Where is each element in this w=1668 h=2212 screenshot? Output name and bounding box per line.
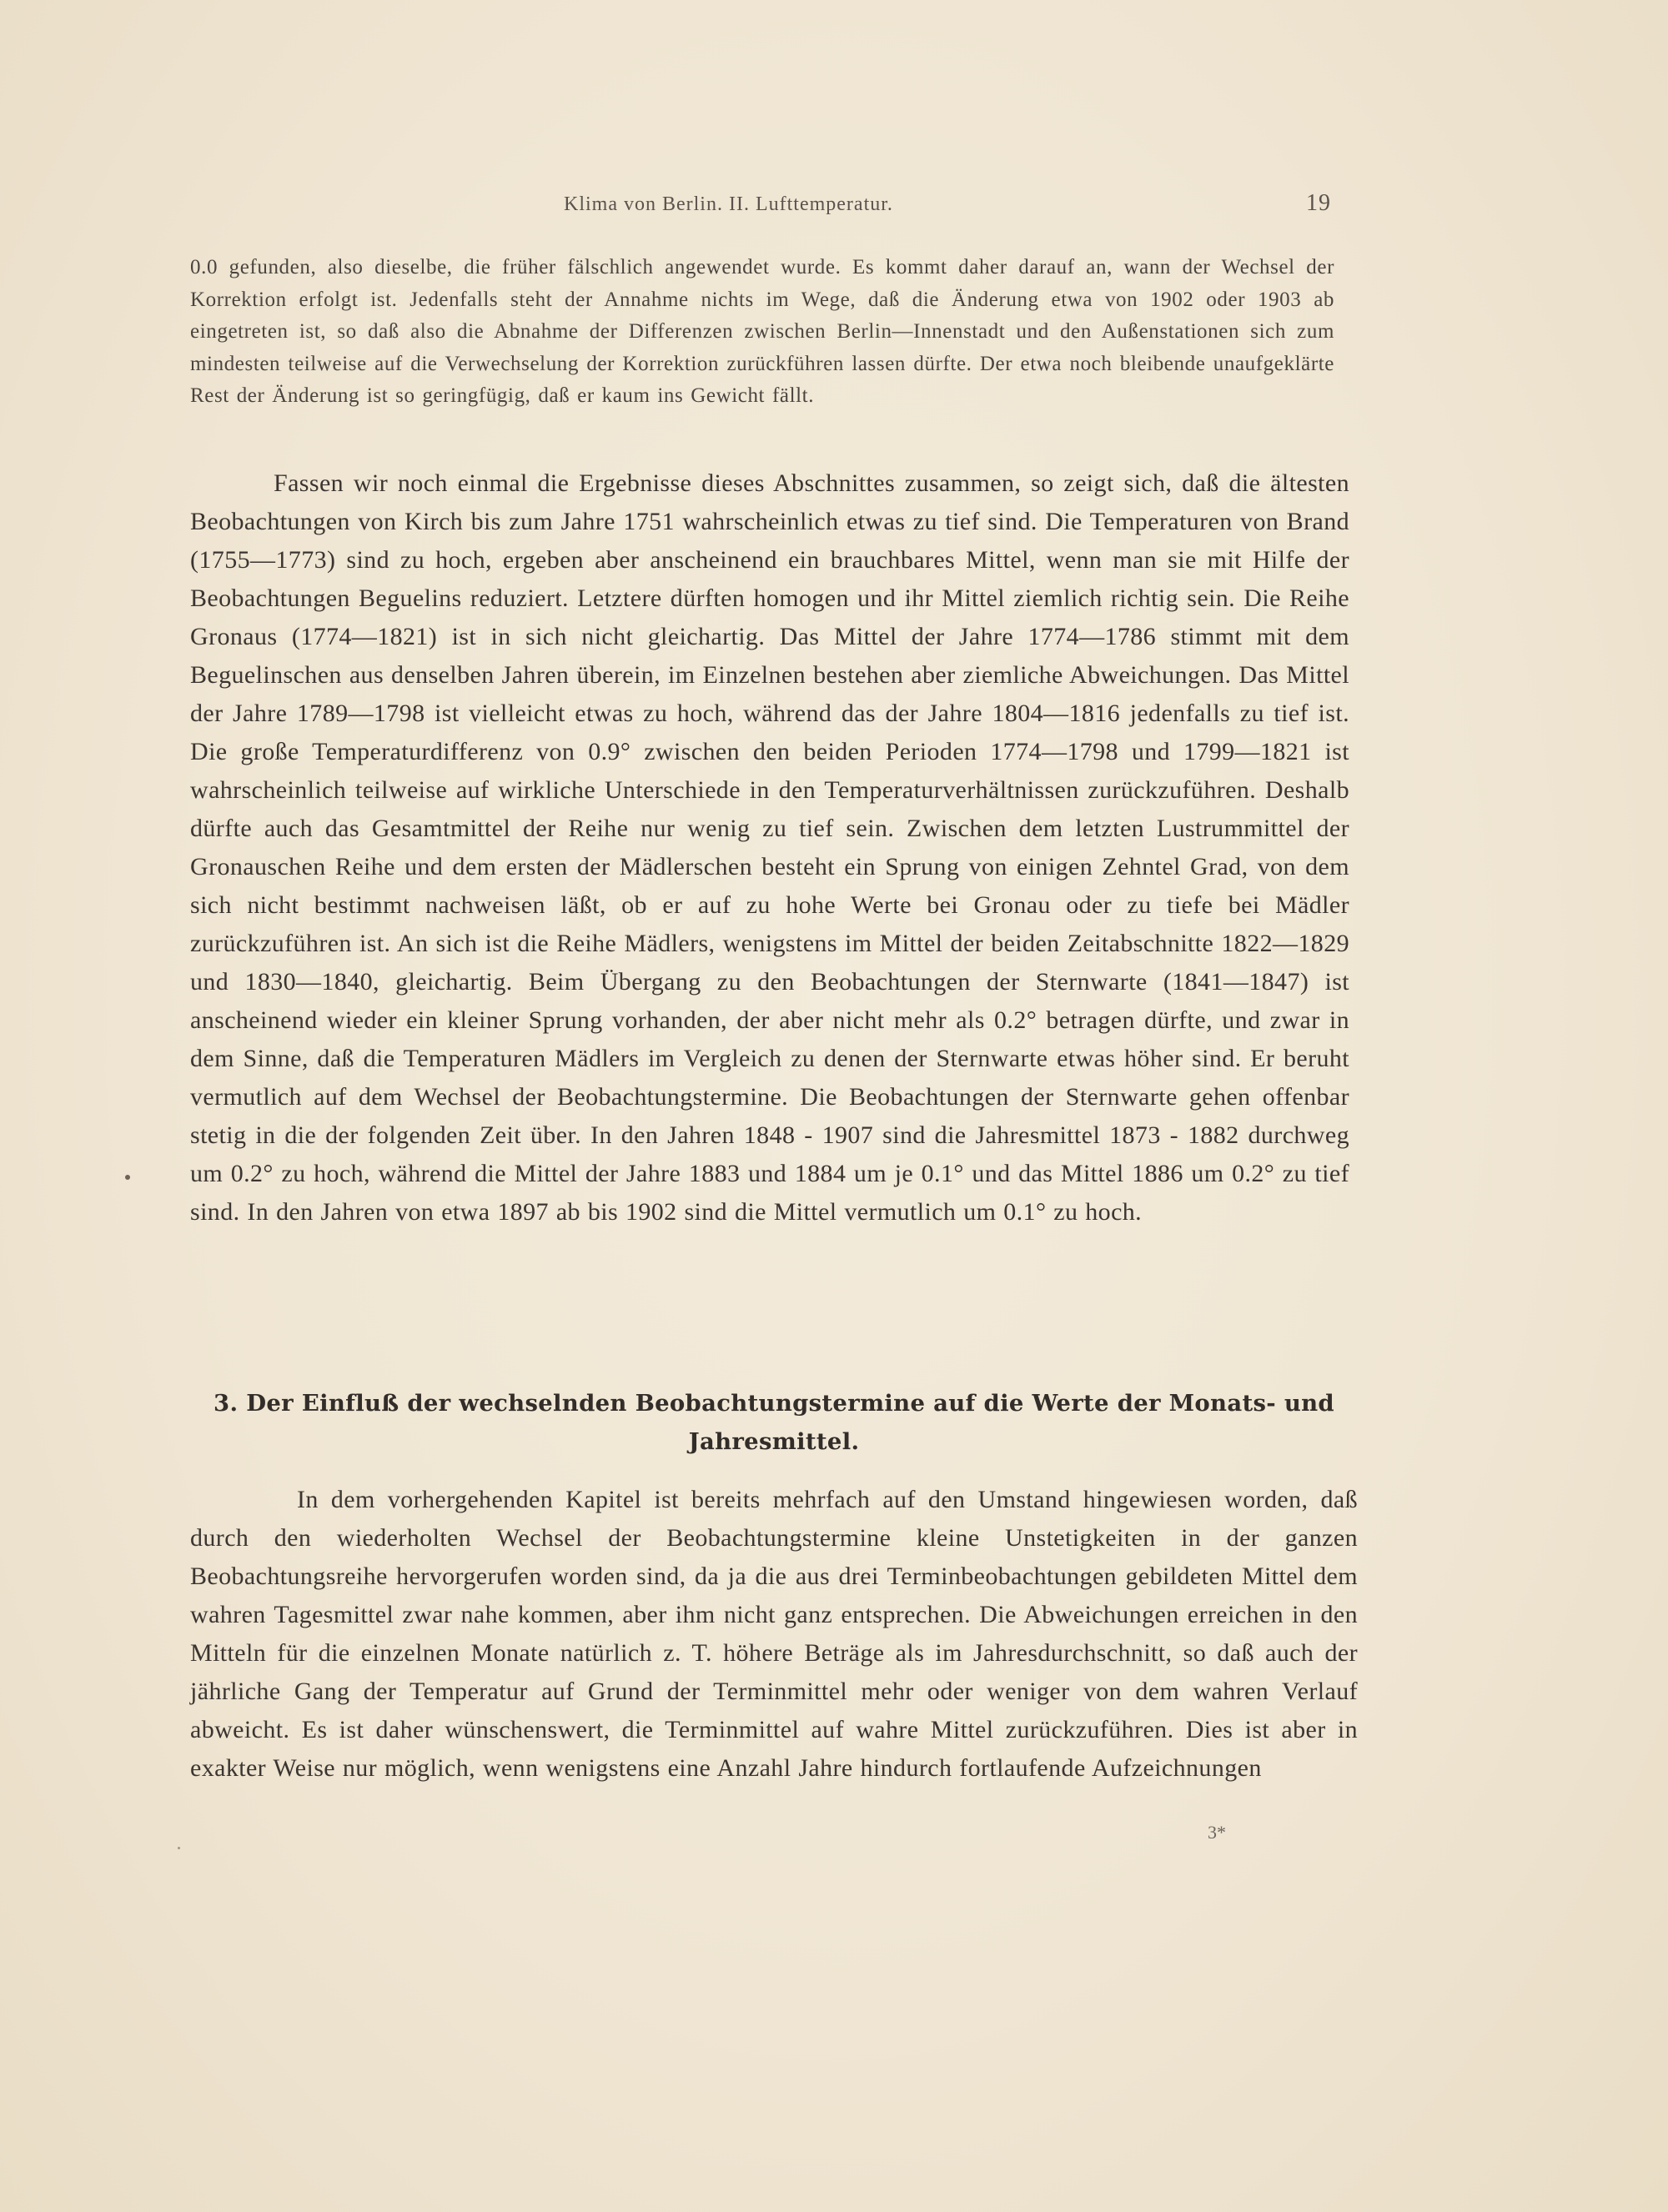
section-heading: 3. Der Einfluß der wechselnden Beobachtungstermine auf die Werte der Monats- und Jahresmittel. <box>214 1390 1334 1455</box>
paper-speck <box>178 1847 180 1849</box>
page-number: 19 <box>1306 190 1331 216</box>
section-paragraph: In dem vorhergehenden Kapitel ist bereits mehrfach auf den Umstand hingewiesen worden, daß durch den wiederholten Wechsel der Beobachtungstermine kleine Unstetigkeiten in der ganzen Beobachtungsreihe hervorgerufen worden sind, da ja die aus drei Terminbeobachtungen gebildeten Mittel dem wahren Tagesmittel zwar nahe kommen, aber ihm nicht ganz entsprechen. Die Abweichungen erreichen in den Mitteln für die einzelnen Monate natürlich z. T. höhere Beträge als im Jahresdurchschnitt, so daß auch der jährliche Gang der Temperatur auf Grund der Terminmittel mehr oder weniger von dem wahren Verlauf abweicht. Es ist daher wünschenswert, die Terminmittel auf wahre Mittel zurückzuführen. Dies ist aber in exakter Weise nur möglich, wenn wenigstens eine Anzahl Jahre hindurch fortlaufende Aufzeichnungen <box>190 1486 1358 1782</box>
running-head <box>564 190 1331 223</box>
signature-mark: 3* <box>1208 1822 1226 1843</box>
running-head-title: Klima von Berlin. II. Lufttemperatur. <box>564 193 893 215</box>
summary-paragraph: Fassen wir noch einmal die Ergebnisse dieses Abschnittes zusammen, so zeigt sich, daß die ältesten Beobachtungen von Kirch bis zum Jahre 1751 wahrscheinlich etwas zu tief sind. Die Temperaturen von Brand (1755—1773) sind zu hoch, ergeben aber anscheinend ein brauchbares Mittel, wenn man sie mit Hilfe der Beobachtungen Beguelins reduziert. Letztere dürften homogen und ihr Mittel ziemlich richtig sein. Die Reihe Gronaus (1774—1821) ist in sich nicht gleichartig. Das Mittel der Jahre 1774—1786 stimmt mit dem Beguelinschen aus denselben Jahren überein, im Einzelnen bestehen aber ziemliche Abweichungen. Das Mittel der Jahre 1789—1798 ist vielleicht etwas zu hoch, während das der Jahre 1804—1816 jedenfalls zu tief ist. Die große Temperaturdifferenz von 0.9° zwischen den beiden Perioden 1774—1798 und 1799—1821 ist wahrscheinlich teilweise auf wirkliche Unterschiede in den Temperaturverhältnissen zurückzuführen. Deshalb dürfte auch das Gesamtmittel der Reihe nur wenig zu tief sein. Zwischen dem letzten Lustrummittel der Gronauschen Reihe und dem ersten der Mädlerschen besteht ein Sprung von einigen Zehntel Grad, von dem sich nicht bestimmt nachweisen läßt, ob er auf zu hohe Werte bei Gronau oder zu tiefe bei Mädler zurückzuführen ist. An sich ist die Reihe Mädlers, wenigstens im Mittel der beiden Zeitabschnitte 1822—1829 und 1830—1840, gleichartig. Beim Übergang zu den Beobachtungen der Sternwarte (1841—1847) ist anscheinend wieder ein kleiner Sprung vorhanden, der aber nicht mehr als 0.2° betragen dürfte, und zwar in dem Sinne, daß die Temperaturen Mädlers im Vergleich zu denen der Sternwarte etwas höher sind. Er beruht vermutlich auf dem Wechsel der Beobachtungstermine. Die Beobachtungen der Sternwarte gehen offenbar stetig in die der folgenden Zeit über. In den Jahren 1848 - 1907 sind die Jahresmittel 1873 - 1882 durchweg um 0.2° zu hoch, während die Mittel der Jahre 1883 und 1884 um je 0.1° und das Mittel 1886 um 0.2° zu tief sind. In den Jahren von etwa 1897 ab bis 1902 sind die Mittel vermutlich um 0.1° zu hoch. <box>190 469 1349 1226</box>
continuation-paragraph: 0.0 gefunden, also dieselbe, die früher fälschlich angewendet wurde. Es kommt daher darauf an, wann der Wechsel der Korrektion erfolgt ist. Jedenfalls steht der Annahme nichts im Wege, daß die Änderung etwa von 1902 oder 1903 ab eingetreten ist, so daß also die Abnahme der Differenzen zwischen Berlin—Innenstadt und den Außenstationen sich zum mindesten teilweise auf die Verwechselung der Korrektion zurückführen lassen dürfte. Der etwa noch bleibende unaufgeklärte Rest der Änderung ist so geringfügig, daß er kaum ins Gewicht fällt. <box>190 256 1334 408</box>
paper-speck <box>125 1175 130 1180</box>
